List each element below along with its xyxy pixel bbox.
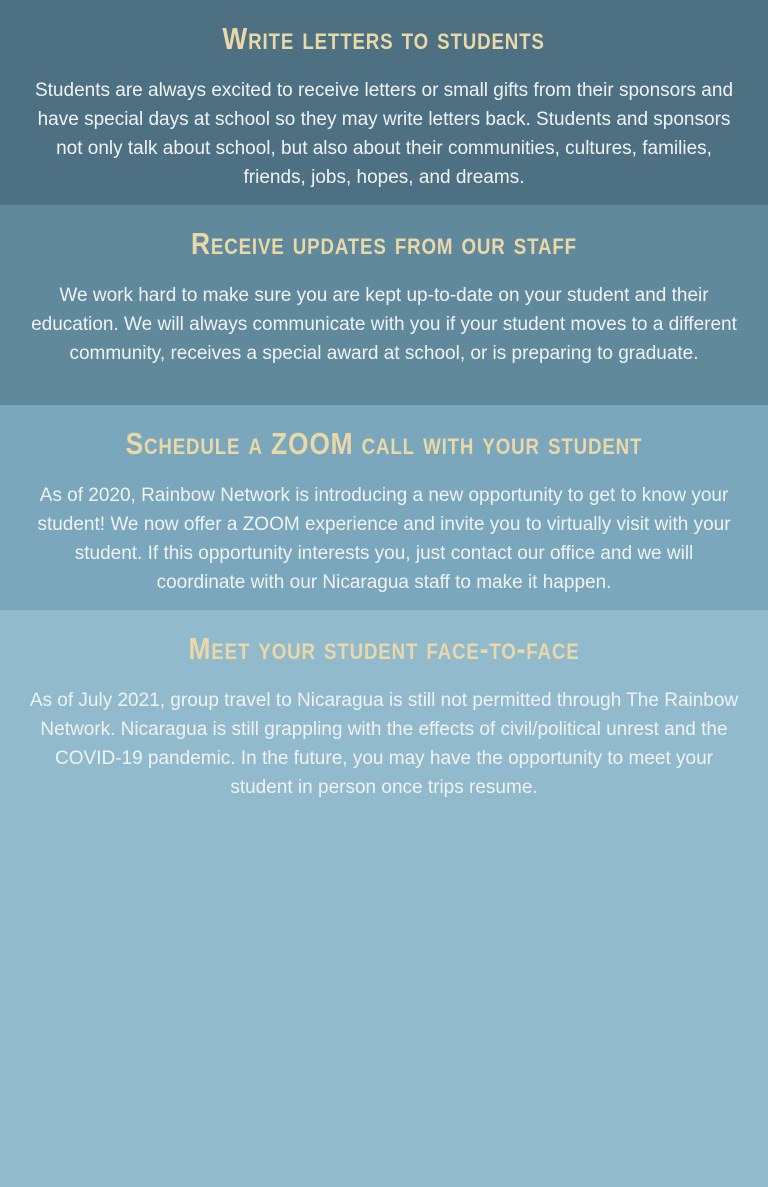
section-title-write-letters: [24, 22, 744, 56]
section-meet-face-to-face: [0, 610, 768, 1187]
section-title-text: Write letters to students: [222, 21, 546, 56]
section-title-text: Schedule a ZOOM call with your student: [125, 426, 643, 461]
section-zoom-call: [0, 405, 768, 610]
section-write-letters: [0, 0, 768, 205]
section-title-receive-updates: [24, 227, 744, 261]
section-title-text: Receive updates from our staff: [191, 226, 577, 261]
section-title-zoom-call: [24, 427, 744, 461]
section-receive-updates: [0, 205, 768, 405]
section-description-write-letters: Students are always excited to receive letters or small gifts from their sponsors and have special days at school so they may write letters back. Students and sponsors not only talk about school, but also about their communities, cultures, families, friends, jobs, hopes, and dreams.: [34, 80, 734, 188]
section-description-receive-updates: We work hard to make sure you are kept up-to-date on your student and their education. We will always communicate with you if your student moves to a different community, receives a special award at school, or is preparing to graduate.: [31, 285, 737, 364]
section-title-text: Meet your student face-to-face: [188, 631, 580, 666]
section-description-zoom-call: As of 2020, Rainbow Network is introducing a new opportunity to get to know your student! We now offer a ZOOM experience and invite you to virtually visit with your student. If this opportunity interests you, just contact our office and we will coordinate with our Nicaragua staff to make it happen.: [37, 485, 731, 593]
section-description-meet-face-to-face: As of July 2021, group travel to Nicaragua is still not permitted through The Rainbow Network. Nicaragua is still grappling with the effects of civil/political unrest and the COVID-19 pandemic. In the future, you may have the opportunity to meet your student in person once trips resume.: [29, 690, 739, 798]
section-title-meet-face-to-face: [24, 632, 744, 666]
